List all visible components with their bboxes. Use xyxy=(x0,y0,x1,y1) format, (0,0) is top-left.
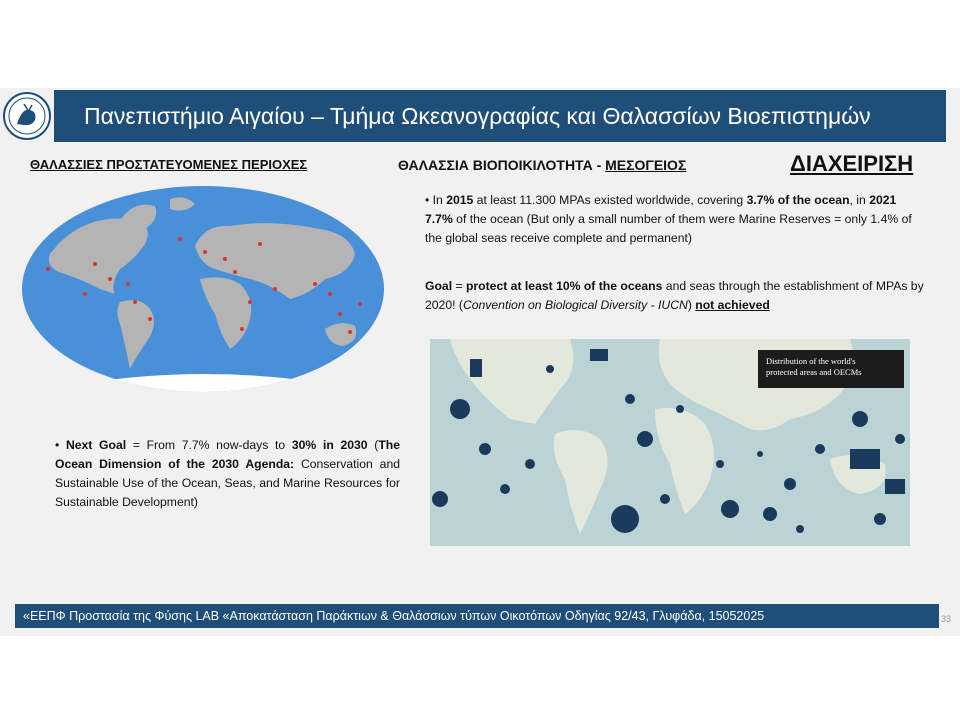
heading-management: ΔΙΑΧΕΙΡΙΣΗ xyxy=(790,151,914,176)
slide-title: Πανεπιστήμιο Αιγαίου – Τμήμα Ωκεανογραφίας και Θαλασσίων Βιοεπιστημών xyxy=(54,90,946,142)
bullet-next-goal-2030: • Next Goal = From 7.7% now-days to 30% in 2030 (The Ocean Dimension of the 2030 Agenda: Conservation and Sustainable Use of the Ocean, Seas, and Marine Resources for Sustainable Development) xyxy=(55,438,400,509)
heading-marine-biodiversity: ΘΑΛΑΣΣΙΑ ΒΙΟΠΟΙΚΙΛΟΤΗΤΑ - ΜΕΣΟΓΕΙΟΣ xyxy=(398,157,687,173)
world-map-mpa-locations xyxy=(20,184,386,394)
university-seal-icon xyxy=(2,90,52,142)
bullet-mpa-statistics: • In 2015 at least 11.300 MPAs existed worldwide, covering 3.7% of the ocean, in 2021 7.7% of the ocean (But only a small number of them were Marine Reserves = only 1.4% of the global seas receive complete and permanent) xyxy=(425,193,912,245)
heading-marine-protected-areas: ΘΑΛΑΣΣΙΕΣ ΠΡΟΣΤΑΤΕΥΟΜΕΝΕΣ ΠΕΡΙΟΧΕΣ xyxy=(30,157,308,172)
page-number: 33 xyxy=(941,614,952,624)
map-legend-box xyxy=(758,350,904,388)
map-legend-line-1: Distribution of the world's xyxy=(766,356,856,366)
bullet-goal-2020: Goal = protect at least 10% of the oceans and seas through the establishment of MPAs by 2020! (Convention on Biological Diversity - IUCN) not achieved xyxy=(425,279,924,312)
footer-bar: «ΕΕΠΦ Προστασία της Φύσης LAB «Αποκατάσταση Παράκτιων & Θαλάσσιων τύπων Οικοτόπων Οδηγίας 92/43, Γλυφάδα, 15052025 xyxy=(15,604,939,628)
map-legend-line-2: protected areas and OECMs xyxy=(766,367,862,377)
